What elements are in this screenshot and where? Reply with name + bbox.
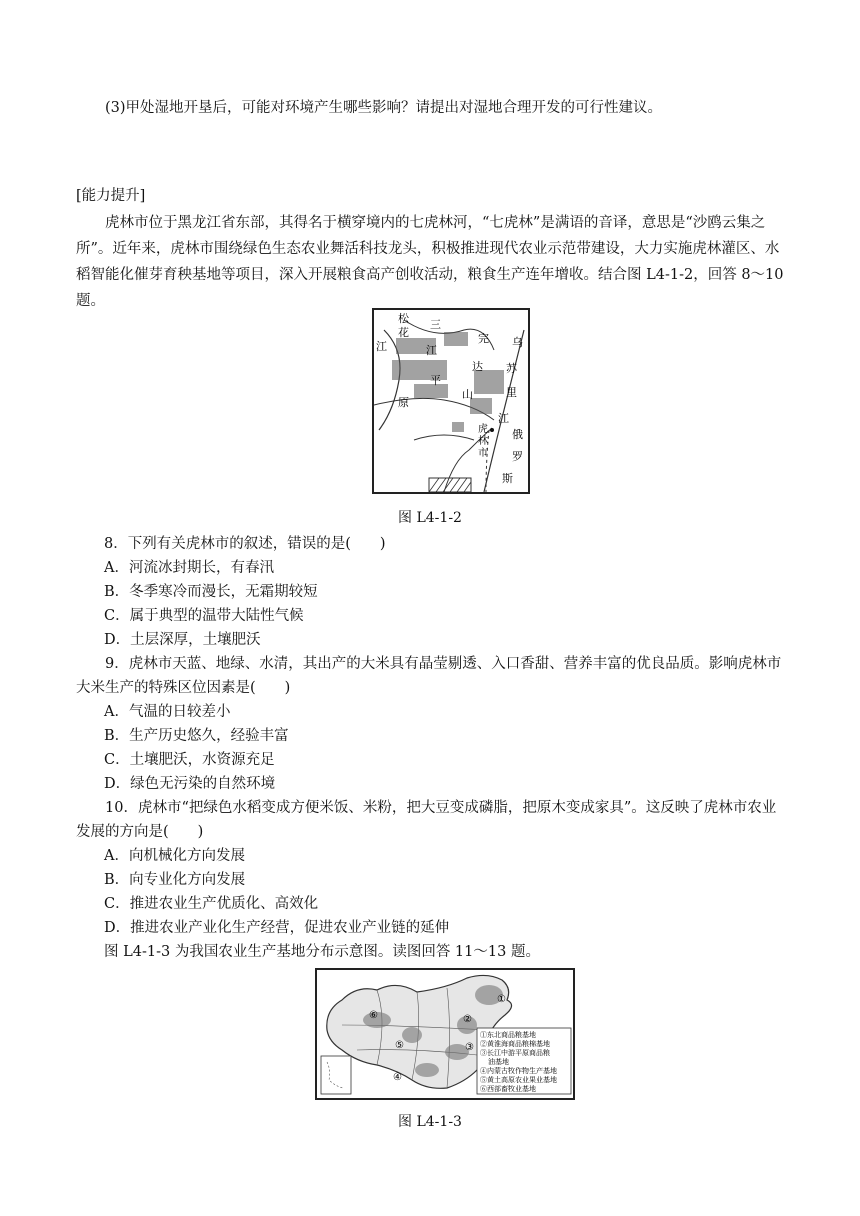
- question-9-option-c: C．土壤肥沃，水资源充足: [104, 752, 275, 768]
- question-9-option-b: B．生产历史悠久，经验丰富: [104, 728, 289, 744]
- map2-marker: ④: [393, 1072, 402, 1083]
- map2-legend-item: ⑥西部畜牧业基地: [480, 1085, 536, 1093]
- map1-label: 俄: [512, 428, 523, 441]
- figure-caption-2: 图 L4-1-3: [398, 1114, 462, 1130]
- map2-marker: ①: [497, 994, 506, 1005]
- map2-marker: ⑤: [395, 1040, 404, 1051]
- question-8-option-c: C．属于典型的温带大陆性气候: [104, 608, 304, 624]
- map2-legend-item: 油基地: [488, 1058, 509, 1066]
- map2-legend-item: ①东北商品粮基地: [480, 1031, 536, 1039]
- question-9-stem: 9．虎林市天蓝、地绿、水清，其出产的大米具有晶莹剔透、入口香甜、营养丰富的优良品质。影响虎林市大米生产的特殊区位因素是( ): [76, 656, 782, 696]
- map1-label: 原: [398, 396, 409, 409]
- map1-label: 花: [398, 326, 409, 339]
- question-10-option-d: D．推进农业产业化生产经营，促进农业产业链的延伸: [104, 920, 450, 936]
- map2-marker: ⑥: [369, 1010, 378, 1021]
- map1-label: 三: [430, 318, 441, 331]
- huling-map-drawing: [374, 310, 528, 492]
- map1-label: 虎: [478, 424, 488, 435]
- map2-marker: ③: [465, 1042, 474, 1053]
- question-8-stem: 8．下列有关虎林市的叙述，错误的是( ): [104, 536, 386, 552]
- map1-label: 苏: [506, 362, 517, 375]
- question-7-part-3: (3)甲处湿地开垦后，可能对环境产生哪些影响？请提出对湿地合理开发的可行性建议。: [105, 100, 663, 116]
- map1-label: 完: [478, 332, 489, 345]
- question-9-option-a: A．气温的日较差小: [104, 704, 231, 720]
- question-8-option-d: D．土层深厚，土壤肥沃: [104, 632, 261, 648]
- map1-label: 江: [426, 344, 437, 357]
- question-10-option-c: C．推进农业生产优质化、高效化: [104, 896, 319, 912]
- map1-label: 松: [398, 312, 409, 325]
- huling-map: [372, 308, 530, 494]
- intro-paragraph: 虎林市位于黑龙江省东部，其得名于横穿境内的七虎林河，“七虎林”是满语的音译，意思是“沙鸥云集之所”。近年来，虎林市围绕绿色生态农业舞活科技龙头，积极推进现代农业示范带建设，大力实施虎林灌区、水稻智能化催芽育秧基地等项目，深入开展粮食高产创收活动，粮食生产连年增收。结合图 L4-1-2，回答 8～10 题。: [76, 215, 784, 309]
- question-8-option-b: B．冬季寒冷而漫长，无霜期较短: [104, 584, 318, 600]
- map2-legend-item: ②黄淮海商品粮棉基地: [480, 1040, 550, 1048]
- figure-caption: 图 L4-1-2: [398, 510, 462, 526]
- map2-legend-item: ③长江中游平原商品粮: [480, 1049, 550, 1057]
- map1-label: 江: [376, 340, 387, 353]
- china-agri-map-drawing: [317, 970, 573, 1098]
- map1-label: 罗: [512, 450, 523, 463]
- map1-label: 山: [462, 388, 473, 401]
- question-8-option-a: A．河流冰封期长，有春汛: [104, 560, 274, 576]
- map1-label: 江: [498, 412, 509, 425]
- map1-label: 里: [506, 386, 517, 399]
- map1-label: 平: [430, 374, 441, 387]
- china-agri-map: [315, 968, 575, 1100]
- question-9-option-d: D．绿色无污染的自然环境: [104, 776, 276, 792]
- map1-label: 林: [478, 436, 488, 447]
- map2-marker: ②: [463, 1014, 472, 1025]
- question-10-option-b: B．向专业化方向发展: [104, 872, 246, 888]
- map1-label: 乌: [512, 336, 523, 349]
- question-10-stem: 10．虎林市“把绿色水稻变成方便米饭、米粉，把大豆变成磷脂，把原木变成家具”。这反映了虎林市农业发展的方向是( ): [76, 800, 777, 840]
- question-10-option-a: A．向机械化方向发展: [104, 848, 245, 864]
- intro-paragraph-2: 图 L4-1-3 为我国农业生产基地分布示意图。读图回答 11～13 题。: [104, 944, 540, 960]
- map2-legend-item: ④内蒙古牧作物生产基地: [480, 1067, 557, 1075]
- map1-label: 达: [472, 360, 483, 373]
- map1-label: 斯: [502, 472, 513, 485]
- section-heading: [能力提升]: [76, 188, 146, 204]
- map1-label: 市: [478, 448, 488, 459]
- map2-legend-item: ⑤黄土高原农业果业基地: [480, 1076, 557, 1084]
